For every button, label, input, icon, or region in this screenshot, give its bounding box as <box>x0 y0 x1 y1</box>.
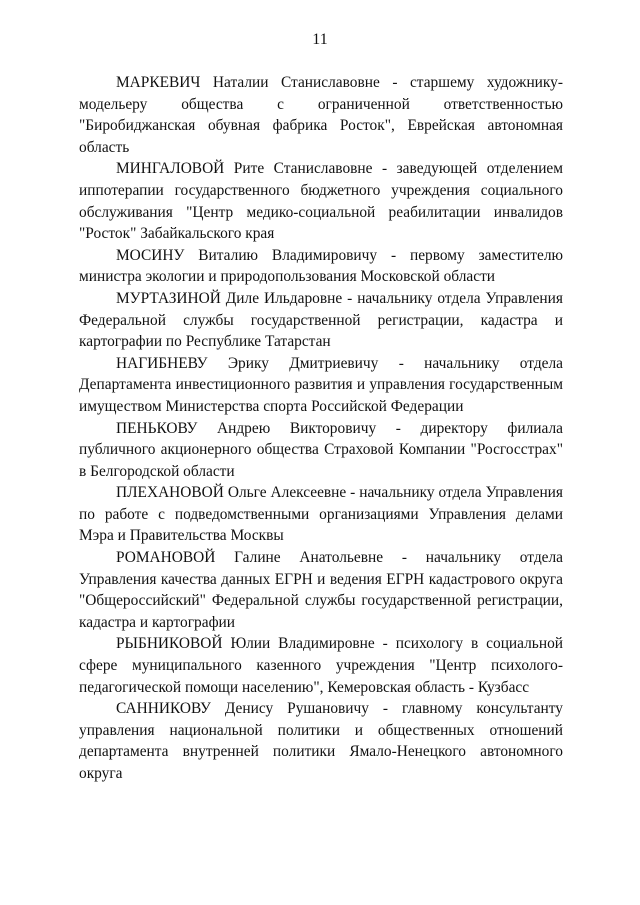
list-item: РОМАНОВОЙ Галине Анатольевне - начальнику отдела Управления качества данных ЕГРН и ведения ЕГРН кадастрового округа "Общероссийский" Федеральной службы государственной регистрации, кадастра и картографии <box>79 549 563 631</box>
list-item: НАГИБНЕВУ Эрику Дмитриевичу - начальнику отдела Департамента инвестиционного развития и управления государственным имуществом Министерства спорта Российской Федерации <box>79 354 563 415</box>
list-item: ПЛЕХАНОВОЙ Ольге Алексеевне - начальнику отдела Управления по работе с подведомственными организациями Управления делами Мэра и Правительства Москвы <box>79 484 563 545</box>
list-item: МУРТАЗИНОЙ Диле Ильдаровне - начальнику отдела Управления Федеральной службы государственной регистрации, кадастра и картографии по Республике Татарстан <box>79 289 563 351</box>
list-item: МАРКЕВИЧ Наталии Станиславовне - старшему художнику-модельеру общества с ограниченной ответственностью "Биробиджанская обувная фабрика Росток", Еврейская автономная область <box>79 74 563 156</box>
list-item: МИНГАЛОВОЙ Рите Станиславовне - заведующей отделением иппотерапии государственного бюджетного учреждения социального обслуживания "Центр медико-социальной реабилитации инвалидов "Росток" Забайкальского края <box>79 160 563 243</box>
list-item: ПЕНЬКОВУ Андрею Викторовичу - директору филиала публичного акционерного общества Страховой Компании "Росгосстрах" в Белгородской области <box>79 419 563 480</box>
award-list <box>79 72 563 785</box>
page-number: 11 <box>312 31 328 48</box>
list-item: САННИКОВУ Денису Рушановичу - главному консультанту управления национальной политики и общественных отношений департамента внутренней политики Ямало-Ненецкого автономного округа <box>79 700 563 782</box>
list-item: РЫБНИКОВОЙ Юлии Владимировне - психологу в социальной сфере муниципального казенного учреждения "Центр психолого-педагогической помощи населению", Кемеровская область - Кузбасс <box>79 635 563 696</box>
list-item: МОСИНУ Виталию Владимировичу - первому заместителю министра экологии и природопользования Московской области <box>79 246 563 286</box>
